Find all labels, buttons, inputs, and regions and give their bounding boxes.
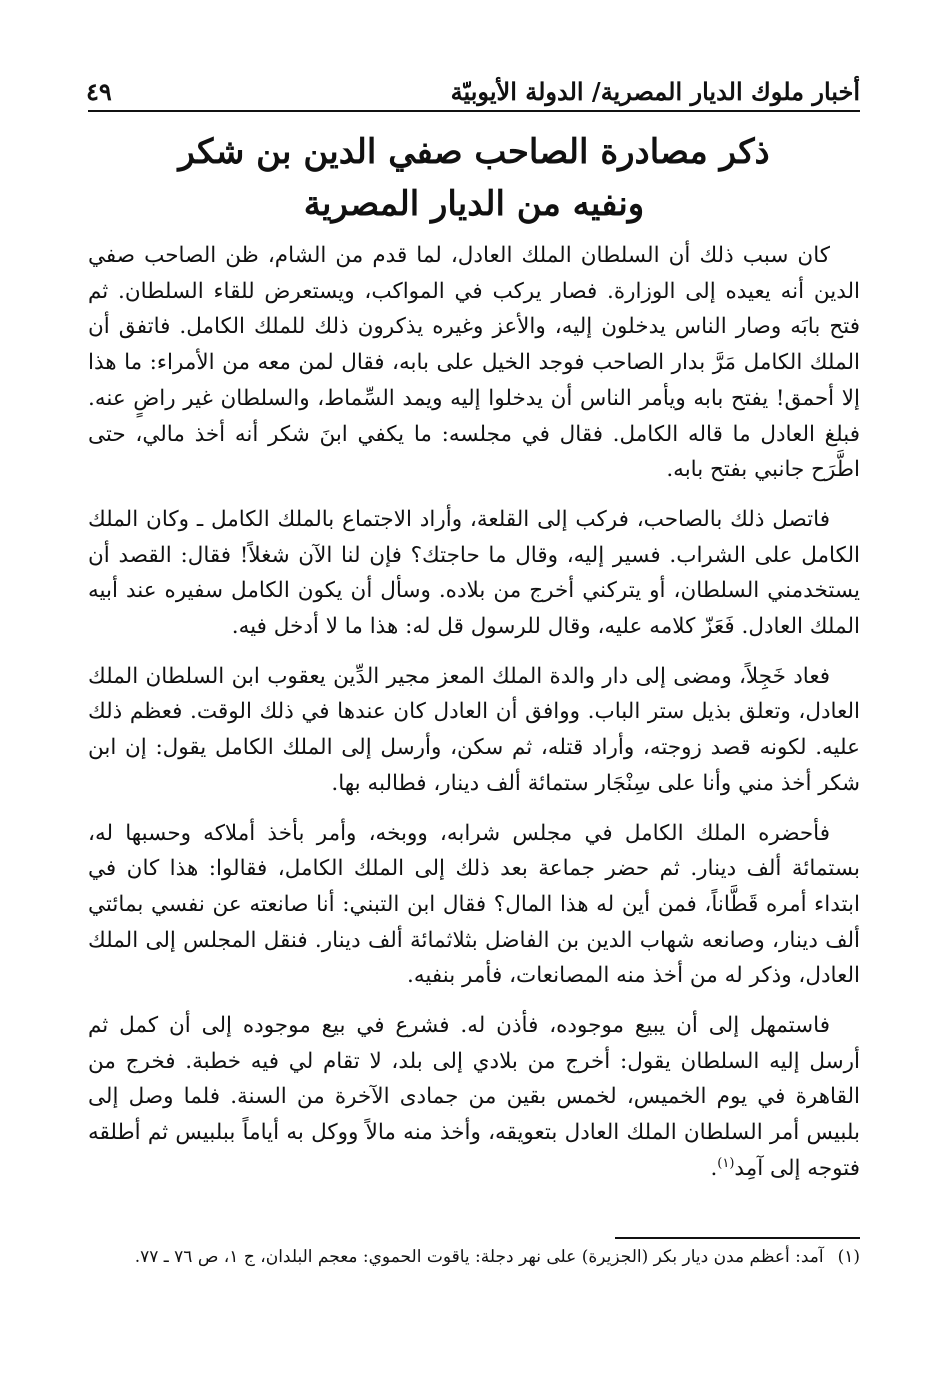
footnote-number: (١) (837, 1247, 860, 1267)
chapter-title-line-1: ذكر مصادرة الصاحب صفي الدين بن شكر (178, 132, 770, 172)
running-header (86, 66, 860, 106)
paragraph-1: كان سبب ذلك أن السلطان الملك العادل، لما قدم من الشام، ظن الصاحب صفي الدين أنه يعيده إلى الوزارة. فصار يركب في المواكب، ويستعرض للقاء السلطان. ثم فتح بابَه وصار الناس يدخلون إليه، والأعز وغيره يذكرون ذلك للملك الكامل. فاتفق أن الملك الكامل مَرَّ بدار الصاحب فوجد الخيل على بابه، فقال لمن معه من الأمراء: ما هذا إلا أحمق! يفتح بابه ويأمر الناس أن يدخلوا إليه ويمد السِّماط، والسلطان غير راضٍ عنه. فبلغ العادل ما قاله الكامل. فقال في مجلسه: ما يكفي ابنَ شكر أنه أخذ مالي، حتى اطَّرَح جانبي بفتح بابه. (88, 243, 860, 483)
paragraph-5-text: فاستمهل إلى أن يبيع موجوده، فأذن له. فشرع في بيع موجوده إلى أن كمل ثم أرسل إليه السلطان يقول: أخرج من بلادي إلى بلد، لا تقام لي فيه خطبة. فخرج من القاهرة في يوم الخميس، لخمس بقين من جمادى الآخرة من السنة. فلما وصل إلى بلبيس أمر السلطان الملك العادل بتعويقه، وأخذ منه مالاً ووكل به أياماً ببلبيس ثم أطلقه فتوجه إلى آمِد (88, 1013, 860, 1181)
body-text (88, 238, 860, 1201)
paragraph-4: فأحضره الملك الكامل في مجلس شرابه، ووبخه، وأمر بأخذ أملاكه وحسبها له، بستمائة ألف دينار. ثم حضر جماعة بعد ذلك إلى الملك الكامل، فقالوا: هذا كان في ابتداء أمره قَطَّاناً، فمن أين له هذا المال؟ فقال ابن التبني: أنا صانعته عن نفسي بمائتي ألف دينار، وصانعه شهاب الدين بن الفاضل بثلاثمائة ألف دينار. فنقل المجلس إلى الملك العادل، وذكر له من أخذ منه المصانعات، فأمر بنفيه. (88, 820, 860, 989)
paragraph-5-end: . (710, 1155, 718, 1181)
footnote-reference: (١) (717, 1155, 735, 1171)
chapter-title-line-2: ونفيه من الديار المصرية (303, 184, 645, 224)
footnote (88, 1244, 860, 1270)
footnote-divider (615, 1237, 860, 1239)
paragraph-2: فاتصل ذلك بالصاحب، فركب إلى القلعة، وأراد الاجتماع بالملك الكامل ـ وكان الملك الكامل على الشراب. فسير إليه، وقال ما حاجتك؟ فإن لنا الآن شغلاً! فقال: القصد أن يستخدمني السلطان، أو يتركني أخرج من بلاده. وسأل أن يكون الكامل سفيره عند أبيه الملك العادل. فَعَزّ كلامه عليه، وقال للرسول قل له: هذا ما لا أدخل فيه. (88, 506, 860, 640)
header-divider (88, 110, 860, 112)
page-number: ٤٩ (86, 77, 112, 106)
running-title: أخبار ملوك الديار المصرية/ الدولة الأيوبيّة (450, 77, 860, 106)
chapter-title (88, 126, 860, 230)
paragraph-3: فعاد خَجِلاً، ومضى إلى دار والدة الملك المعز مجير الدِّين يعقوب ابن السلطان الملك العادل، وتعلق بذيل ستر الباب. ووافق أن العادل كان عندها في ذلك الوقت. فعظم ذلك عليه. لكونه قصد زوجته، وأراد قتله، ثم سكن، وأرسل إلى الملك الكامل يقول: إن ابن شكر أخذ مني وأنا على سِنْجَار ستمائة ألف دينار، فطالبه بها. (88, 663, 860, 796)
paragraph-5 (88, 1008, 860, 1187)
footnote-text: آمد: أعظم مدن ديار بكر (الجزيرة) على نهر دجلة: ياقوت الحموي: معجم البلدان، ج ١، ص ٧٦ ـ ٧٧. (134, 1247, 824, 1267)
